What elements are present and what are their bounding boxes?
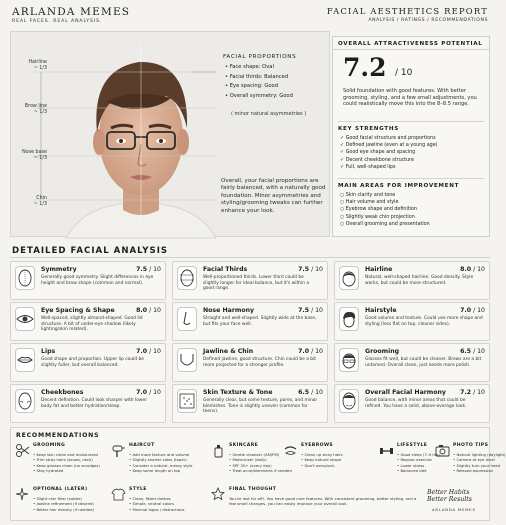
proportion-eye-spacing: • Eye spacing: Good <box>225 82 293 92</box>
card-title: Eye Spacing & Shape <box>41 307 115 314</box>
rec-item: • SPF 30+ (every day) <box>229 463 292 468</box>
rec-item: • Simple, neutral colors <box>129 501 184 506</box>
strength-item: ✓ Decent cheekbone structure <box>340 157 438 164</box>
final-thought-text: You've lost for off!. You have good core features. With consistent grooming, better styling, and a few small changes, you can easily improve your overall look. <box>229 496 417 507</box>
score-title: OVERALL ATTRACTIVENESS POTENTIAL <box>338 41 483 47</box>
card-description: Generally clear, but some texture, pores, and minor blemishes. Tone is slightly uneven (common for teens). <box>203 398 318 415</box>
rec-item: • Gentle cleanser (AM/PM) <box>229 452 292 457</box>
card-description: Decent definition. Could look sharper with lower body fat and better hydration/sleep. <box>41 398 147 409</box>
rec-head: EYEBROWS <box>301 443 334 448</box>
strengths-title: KEY STRENGTHS <box>338 126 399 132</box>
rec-item: • Lower stress <box>397 463 440 468</box>
analysis-card-hairstyle <box>334 302 490 341</box>
improvement-item: ○ Hair volume and style <box>340 199 430 206</box>
card-description: Glasses fit well, but could be cleaner. Brows are a bit untamed. Overall clean, just needs more polish. <box>365 357 482 368</box>
recommendations-title: RECOMMENDATIONS <box>16 432 100 439</box>
face-harmony-icon <box>339 389 359 413</box>
card-description: Good shape and proportion. Upper lip could be slightly fuller, but overall balanced. <box>41 357 145 368</box>
skincare-bottle-icon <box>211 443 226 458</box>
strength-item: ✓ Good facial structure and proportions <box>340 135 438 142</box>
proportions-summary: Overall, your facial proportions are fairly balanced, with a naturally good foundation. Minor asymmetries and styling/grooming tweaks can further enhance your look. <box>221 178 326 214</box>
card-score: 7.5 / 10 <box>298 307 323 314</box>
card-score: 7.0 / 10 <box>136 389 161 396</box>
report-title: FACIAL AESTHETICS REPORT <box>326 6 488 16</box>
dumbbell-icon <box>379 443 394 458</box>
card-description: Generally good symmetry. Slight differences in eye height and brow shape (common and normal). <box>41 275 154 286</box>
analysis-card-symmetry <box>10 261 166 300</box>
analysis-card-jawline-chin <box>172 343 328 382</box>
star-icon <box>211 487 226 502</box>
improvement-item: ○ Slightly weak chin projection <box>340 214 430 221</box>
card-description: Defined jawline, good structure. Chin could be a bit more projected for a stronger profile. <box>203 357 317 368</box>
card-description: Good balance, with minor areas that could be refined. You have a solid, above-average look. <box>365 398 467 409</box>
rec-head: OPTIONAL (LATER) <box>33 487 88 492</box>
strength-item: ✓ Full, well-shaped lips <box>340 164 438 171</box>
rec-items <box>33 452 100 474</box>
improvement-item: ○ Overall grooming and presentation <box>340 221 430 228</box>
card-score: 7.5 / 10 <box>136 266 161 273</box>
analysis-card-hairline <box>334 261 490 300</box>
hair-dryer-icon <box>111 443 126 458</box>
analysis-card-skin-texture-tone <box>172 384 328 423</box>
scissors-icon <box>15 443 30 458</box>
card-score: 8.0 / 10 <box>136 307 161 314</box>
rec-item: • Good sleep (7–9 hrs) <box>397 452 440 457</box>
card-score: 7.0 / 10 <box>460 307 485 314</box>
rec-head: GROOMING <box>33 443 66 448</box>
rec-items <box>129 496 184 512</box>
hairstyle-icon <box>339 307 359 331</box>
card-description: Well-spaced, slightly almond-shaped. Good lid structure. A bit of under-eye shadow (likely lighting/skin related). <box>41 316 143 333</box>
rec-item: • Clean, fitted clothes <box>129 496 184 501</box>
strength-item: ✓ Defined jawline (even at a young age) <box>340 142 438 149</box>
proportions-title: FACIAL PROPORTIONS <box>223 54 297 60</box>
rec-items <box>129 452 192 474</box>
brand-tagline: REAL FACES. REAL ANALYSIS. <box>12 19 103 24</box>
face-outline-icon <box>15 266 35 290</box>
card-title: Hairstyle <box>365 307 397 314</box>
analysis-card-lips <box>10 343 166 382</box>
improvement-list <box>340 192 430 228</box>
strengths-list <box>340 135 438 171</box>
proportion-face-shape: • Face shape: Oval <box>225 63 293 73</box>
brand-name: ARLANDA MEMES <box>12 6 131 18</box>
rec-item: • Treat acne/blemishes if needed <box>229 468 292 473</box>
rec-item: • Slightly turn your head <box>453 463 506 468</box>
face-thirds-icon <box>177 266 197 290</box>
rec-item: • Consider a natural, messy style <box>129 463 192 468</box>
eyebrow-icon <box>283 443 298 458</box>
annotation-hairline: Hairline ~ 1/3 <box>28 60 47 71</box>
analysis-card-facial-thirds <box>172 261 328 300</box>
rec-item: • Camera at eye level <box>453 457 506 462</box>
analysis-card-nose-harmony <box>172 302 328 341</box>
grooming-icon <box>339 348 359 372</box>
card-score: 7.5 / 10 <box>298 266 323 273</box>
card-title: Facial Thirds <box>203 266 248 273</box>
rec-items <box>301 452 343 468</box>
card-title: Jawline & Chin <box>203 348 254 355</box>
card-description: Good volume and texture. Could use more shape and styling (less flat on top, cleaner sides). <box>365 316 483 327</box>
score-value: 7.2 <box>343 53 387 82</box>
signature-brand: ARLANDA MEMES <box>432 507 476 512</box>
rec-item: • Stay hydrated <box>33 468 100 473</box>
rec-items <box>397 452 440 474</box>
card-score: 7.2 / 10 <box>460 389 485 396</box>
symmetry-note: ( minor natural asymmetries ) <box>231 111 307 117</box>
strength-item: ✓ Good eye shape and spacing <box>340 149 438 156</box>
rec-item: • Clean up stray hairs <box>301 452 343 457</box>
nose-icon <box>177 307 197 331</box>
eye-icon <box>15 307 35 331</box>
score-description: Solid foundation with good features. With better grooming, styling, and a few small adjustments, you could realistically move this into the 8–8.5 range. <box>343 88 477 108</box>
card-title: Overall Facial Harmony <box>365 389 446 396</box>
detail-title: DETAILED FACIAL ANALYSIS <box>12 246 169 256</box>
sparkle-icon <box>15 487 30 502</box>
rec-item: • Keep some length on top <box>129 468 192 473</box>
rec-item: • Add more texture and volume <box>129 452 192 457</box>
rec-item: • Regular exercise <box>397 457 440 462</box>
photo-panel <box>10 31 330 237</box>
rec-item: • Keep natural shape <box>301 457 343 462</box>
hairline-icon <box>339 266 359 290</box>
recommendations-panel <box>10 427 506 521</box>
tshirt-icon <box>111 487 126 502</box>
rec-head: LIFESTYLE <box>397 443 428 448</box>
proportion-facial-thirds: • Facial thirds: Balanced <box>225 73 293 83</box>
proportion-symmetry: • Overall symmetry: Good <box>225 92 293 102</box>
analysis-card-cheekbones <box>10 384 166 423</box>
report-nav: ANALYSIS / RATINGS / RECOMMENDATIONS <box>368 18 488 23</box>
annotation-brow-line: Brow line ~ 1/3 <box>24 104 47 115</box>
annotation-nose-base: Nose base ~ 1/3 <box>22 150 47 161</box>
card-title: Skin Texture & Tone <box>203 389 273 396</box>
rec-item: • Better hair density (if needed) <box>33 507 94 512</box>
annotation-chin: Chin ~ 1/3 <box>33 196 47 207</box>
card-score: 7.0 / 10 <box>298 348 323 355</box>
signature-line: Better Habits <box>427 489 470 496</box>
card-title: Cheekbones <box>41 389 84 396</box>
rec-head: HAIRCUT <box>129 443 155 448</box>
rec-item: • Slight chin filler (subtle) <box>33 496 94 501</box>
card-score: 6.5 / 10 <box>460 348 485 355</box>
rec-item: • Keep skin clean and moisturized <box>33 452 100 457</box>
rec-item: • Jawline refinement (if desired) <box>33 501 94 506</box>
rec-item: • Balanced diet <box>397 468 440 473</box>
rec-item: • Natural lighting (daylight) <box>453 452 506 457</box>
score-max: / 10 <box>395 68 413 78</box>
card-score: 8.0 / 10 <box>460 266 485 273</box>
card-description: Natural, well-shaped hairline. Good density. Style works, but could be more structured. <box>365 275 474 286</box>
analysis-card-grooming <box>334 343 490 382</box>
analysis-card-eye-spacing-shape <box>10 302 166 341</box>
signature-script <box>427 490 472 503</box>
skin-texture-icon <box>177 389 197 413</box>
card-title: Nose Harmony <box>203 307 255 314</box>
card-description: Well-proportioned thirds. Lower third could be slightly longer for ideal balance, but it's within a good range. <box>203 275 310 292</box>
analysis-card-overall-facial-harmony <box>334 384 490 423</box>
rec-item: • Slightly shorter sides (taper) <box>129 457 192 462</box>
rec-items <box>453 452 506 474</box>
rec-item: • Minimal logos / distractions <box>129 507 184 512</box>
improvement-item: ○ Eyebrow shape and definition <box>340 206 430 213</box>
rec-item: • Don't overpluck <box>301 463 343 468</box>
camera-icon <box>435 443 450 458</box>
rec-item: • Keep glasses clean (no smudges) <box>33 463 100 468</box>
rec-head: STYLE <box>129 487 147 492</box>
proportions-list <box>225 63 293 101</box>
card-title: Hairline <box>365 266 393 273</box>
card-description: Straight and well-shaped. Slightly wide at the base, but fits your face well. <box>203 316 317 327</box>
rec-head: PHOTO TIPS <box>453 443 489 448</box>
improvement-title: MAIN AREAS FOR IMPROVEMENT <box>338 183 460 189</box>
rec-item: • Relaxed expression <box>453 468 506 473</box>
card-score: 6.5 / 10 <box>298 389 323 396</box>
rec-head: SKINCARE <box>229 443 259 448</box>
card-score: 7.0 / 10 <box>136 348 161 355</box>
rec-head: FINAL THOUGHT <box>229 487 277 492</box>
score-panel <box>332 36 490 237</box>
cheekbones-icon <box>15 389 35 413</box>
signature-line: Better Results <box>427 495 472 503</box>
improvement-item: ○ Skin clarity and tone <box>340 192 430 199</box>
card-title: Grooming <box>365 348 400 355</box>
lips-icon <box>15 348 35 372</box>
card-title: Symmetry <box>41 266 77 273</box>
jawline-icon <box>177 348 197 372</box>
rec-item: • Trim stray hairs (brows, neck) <box>33 457 100 462</box>
card-title: Lips <box>41 348 56 355</box>
rec-items <box>33 496 94 512</box>
rec-item: • Moisturizer (daily) <box>229 457 292 462</box>
